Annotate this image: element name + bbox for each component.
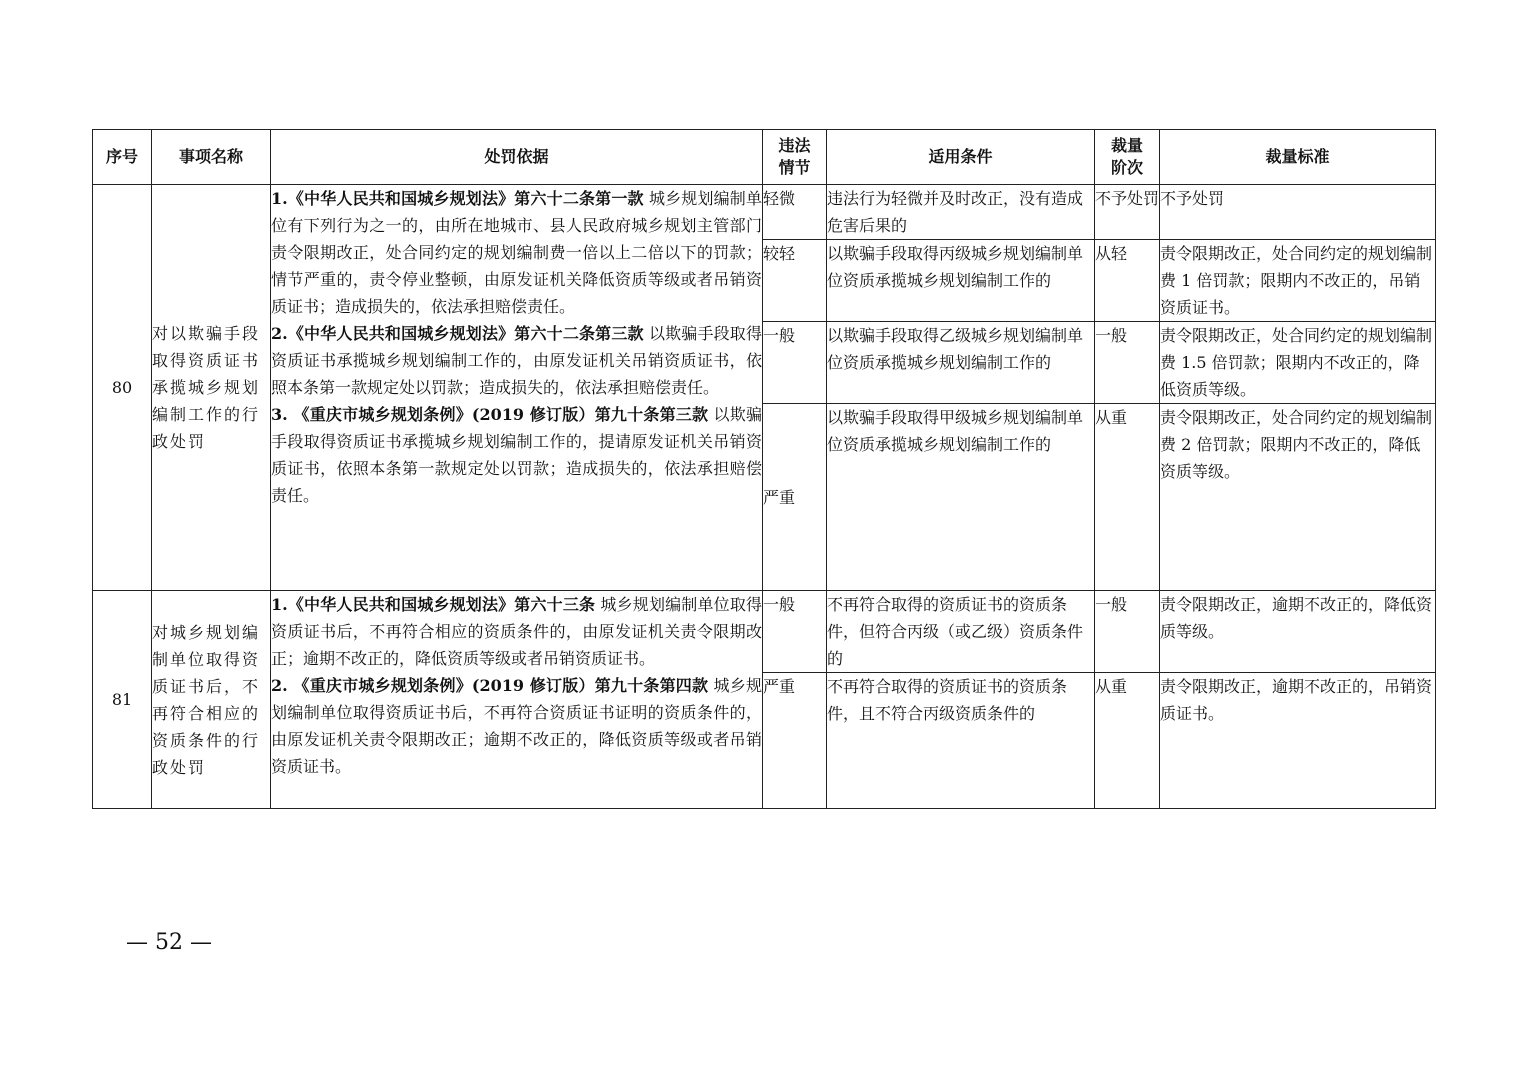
row-80-severity-1: 轻微	[763, 185, 827, 240]
row-80-severity-2: 较轻	[763, 240, 827, 322]
row-80-level-3: 一般	[1095, 322, 1160, 404]
row-80-standard-4: 责令限期改正，处合同约定的规划编制费 2 倍罚款；限期内不改正的，降低资质等级。	[1160, 404, 1436, 591]
header-level	[1095, 130, 1160, 185]
row-80-name: 对以欺骗手段取得资质证书承揽城乡规划编制工作的行政处罚	[152, 185, 271, 591]
row-80-severity-3: 一般	[763, 322, 827, 404]
row-81-condition-2: 不再符合取得的资质证书的资质条件，且不符合丙级资质条件的	[827, 673, 1095, 809]
header-row	[93, 130, 1436, 185]
header-condition: 适用条件	[827, 130, 1095, 185]
row-80-standard-2: 责令限期改正，处合同约定的规划编制费 1 倍罚款；限期内不改正的，吊销资质证书。	[1160, 240, 1436, 322]
row-80-condition-2: 以欺骗手段取得丙级城乡规划编制单位资质承揽城乡规划编制工作的	[827, 240, 1095, 322]
row-80-seq: 80	[93, 185, 152, 591]
row-81-seq: 81	[93, 591, 152, 809]
penalty-table	[92, 129, 1436, 809]
header-severity-text: 违法情节	[778, 136, 811, 177]
row-80-basis-1-title: 1.《中华人民共和国城乡规划法》第六十二条第一款	[271, 189, 644, 208]
row-80-condition-1: 违法行为轻微并及时改正，没有造成危害后果的	[827, 185, 1095, 240]
row-80-condition-4: 以欺骗手段取得甲级城乡规划编制单位资质承揽城乡规划编制工作的	[827, 404, 1095, 591]
row-81-name: 对城乡规划编制单位取得资质证书后，不再符合相应的资质条件的行政处罚	[152, 591, 271, 809]
header-level-text: 裁量阶次	[1111, 136, 1144, 177]
row-81-severity-1: 一般	[763, 591, 827, 673]
header-name: 事项名称	[152, 130, 271, 185]
row-80-basis-1-text: 城乡规划编制单位有下列行为之一的，由所在地城市、县人民政府城乡规划主管部门责令限期改正，处合同约定的规划编制费一倍以上二倍以下的罚款；情节严重的，责令停业整顿，由原发证机关降低资质等级或者吊销资质证书；造成损失的，依法承担赔偿责任。	[271, 189, 762, 316]
row-81-level-1: 一般	[1095, 591, 1160, 673]
header-basis: 处罚依据	[271, 130, 763, 185]
row-80-level-1: 不予处罚	[1095, 185, 1160, 240]
row-80-standard-3: 责令限期改正，处合同约定的规划编制费 1.5 倍罚款；限期内不改正的，降低资质等级。	[1160, 322, 1436, 404]
row-81-level-2: 从重	[1095, 673, 1160, 809]
table-row	[93, 185, 1436, 240]
row-80-level-4: 从重	[1095, 404, 1160, 591]
row-81-basis-2-text: 城乡规划编制单位取得资质证书后，不再符合资质证书证明的资质条件的，由原发证机关责令限期改正；逾期不改正的，降低资质等级或者吊销资质证书。	[271, 676, 762, 776]
row-81-standard-2: 责令限期改正，逾期不改正的，吊销资质证书。	[1160, 673, 1436, 809]
row-80-basis-2-text: 以欺骗手段取得资质证书承揽城乡规划编制工作的，由原发证机关吊销资质证书，依照本条第一款规定处以罚款；造成损失的，依法承担赔偿责任。	[271, 324, 762, 397]
row-80-basis-3-text: 以欺骗手段取得资质证书承揽城乡规划编制工作的，提请原发证机关吊销资质证书，依照本条第一款规定处以罚款；造成损失的，依法承担赔偿责任。	[271, 405, 762, 505]
row-81-basis-2-title: 2. 《重庆市城乡规划条例》(2019 修订版）第九十条第四款	[271, 676, 709, 695]
header-severity	[763, 130, 827, 185]
row-80-standard-1: 不予处罚	[1160, 185, 1436, 240]
table-row	[93, 591, 1436, 673]
page-number: — 52 —	[126, 930, 212, 955]
row-80-basis-2-title: 2.《中华人民共和国城乡规划法》第六十二条第三款	[271, 324, 644, 343]
row-81-basis-1-title: 1.《中华人民共和国城乡规划法》第六十三条	[271, 595, 596, 614]
header-seq: 序号	[93, 130, 152, 185]
row-81-basis-1-text: 城乡规划编制单位取得资质证书后，不再符合相应的资质条件的，由原发证机关责令限期改正；逾期不改正的，降低资质等级或者吊销资质证书。	[271, 595, 762, 668]
row-81-severity-2: 严重	[763, 673, 827, 809]
row-80-condition-3: 以欺骗手段取得乙级城乡规划编制单位资质承揽城乡规划编制工作的	[827, 322, 1095, 404]
header-standard: 裁量标准	[1160, 130, 1436, 185]
row-81-standard-1: 责令限期改正，逾期不改正的，降低资质等级。	[1160, 591, 1436, 673]
row-80-basis-3-title: 3. 《重庆市城乡规划条例》(2019 修订版）第九十条第三款	[271, 405, 709, 424]
row-80-basis	[271, 185, 763, 591]
row-81-condition-1: 不再符合取得的资质证书的资质条件，但符合丙级（或乙级）资质条件的	[827, 591, 1095, 673]
row-81-basis	[271, 591, 763, 809]
row-80-level-2: 从轻	[1095, 240, 1160, 322]
row-80-severity-4: 严重	[763, 404, 827, 591]
